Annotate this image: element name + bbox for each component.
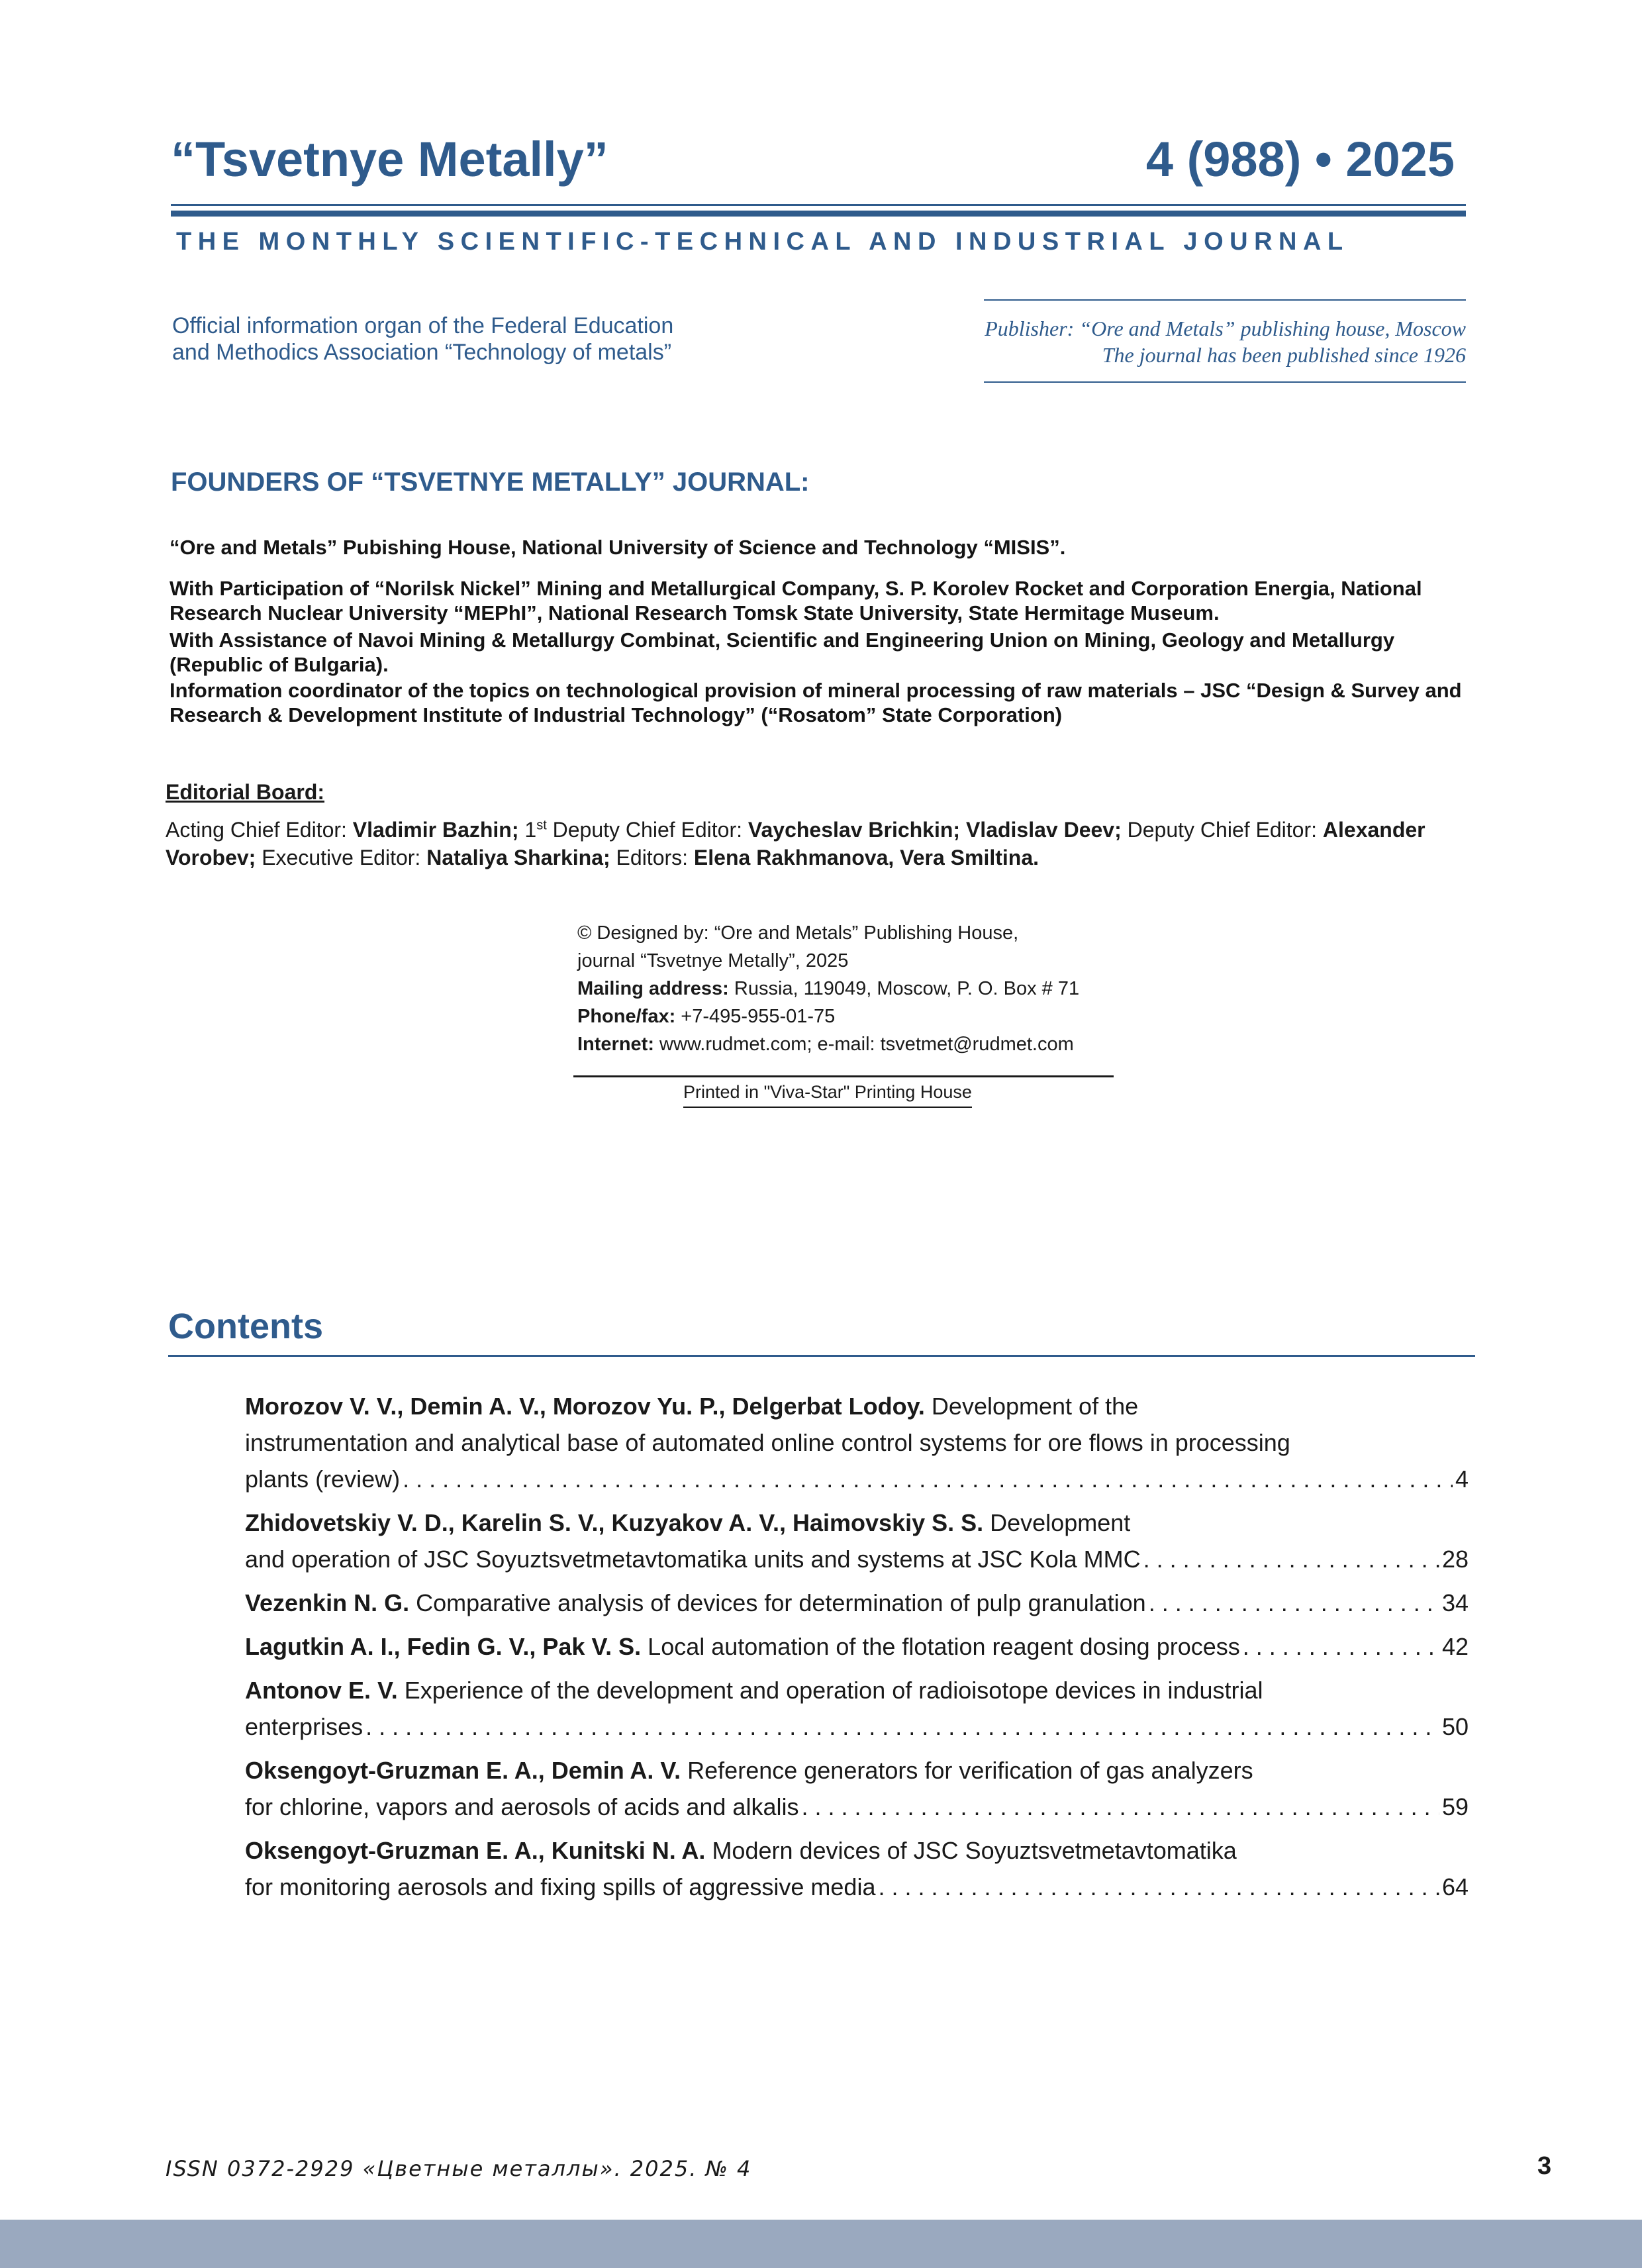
footer-issn: ISSN 0372-2929 «Цветные металлы». 2025. № 4 (166, 2156, 752, 2181)
mailing-value: Russia, 119049, Moscow, P. O. Box # 71 (728, 978, 1080, 999)
issue-number: 4 (988) • 2025 (1145, 132, 1455, 187)
toc-first-line (245, 1752, 1469, 1789)
toc-leader-line (245, 1628, 1469, 1665)
toc-dot-leader (1143, 1541, 1439, 1577)
toc-leader-line (245, 1708, 1469, 1745)
toc-entry[interactable] (245, 1504, 1469, 1577)
official-line-2: and Methodics Association “Technology of metals” (172, 340, 672, 365)
toc-entry[interactable] (245, 1672, 1469, 1745)
toc-page-number: 4 (1455, 1465, 1469, 1493)
toc-line-text (245, 1461, 400, 1497)
toc-line-text (245, 1541, 1141, 1577)
publisher-line-1: Publisher: “Ore and Metals” publishing house, Moscow (985, 317, 1466, 340)
toc-title-last: for chlorine, vapors and aerosols of acids and alkalis (245, 1793, 799, 1820)
toc-authors: Morozov V. V., Demin A. V., Morozov Yu. P., Delgerbat Lodoy. (245, 1393, 925, 1420)
toc-title: Development of the (924, 1393, 1139, 1420)
editors-names: Elena Rakhmanova, Vera Smiltina. (693, 846, 1039, 869)
journal-title: “Tsvetnye Metally” (171, 132, 608, 187)
toc-first-line (245, 1388, 1469, 1424)
mailing-address (577, 975, 1079, 1003)
toc-entry[interactable] (245, 1628, 1469, 1665)
toc-title: Experience of the development and operation of radioisotope devices in industrial (397, 1677, 1263, 1704)
toc-page-number: 64 (1441, 1873, 1469, 1900)
toc-title: Local automation of the flotation reagent dosing process (641, 1633, 1240, 1660)
toc-dot-leader (1243, 1628, 1439, 1665)
toc-leader-line (245, 1541, 1469, 1577)
toc-page-number: 28 (1441, 1546, 1469, 1573)
internet-line (577, 1030, 1079, 1058)
toc-leader-line (245, 1869, 1469, 1905)
mailing-label: Mailing address: (577, 978, 729, 999)
printed-in-note: Printed in "Viva-Star" Printing House (683, 1082, 972, 1108)
deputy-name: Alexander Vorobev; (166, 818, 1425, 869)
toc-line-text (245, 1628, 1240, 1665)
official-organ-note (172, 313, 673, 366)
first-deputy-names: Vaycheslav Brichkin; Vladislav Deev; (748, 818, 1122, 842)
phone-label: Phone/fax: (577, 1006, 676, 1027)
editors-label: Editors: (610, 846, 694, 869)
toc-entry[interactable] (245, 1585, 1469, 1621)
toc-first-line (245, 1672, 1469, 1708)
toc-page-number: 34 (1441, 1589, 1469, 1616)
toc-title-last: plants (review) (245, 1465, 401, 1493)
toc-dot-leader (801, 1789, 1439, 1825)
toc-entry[interactable] (245, 1388, 1469, 1497)
toc-line-text (245, 1789, 798, 1825)
editorial-board-heading: Editorial Board: (166, 780, 325, 804)
toc-title: Comparative analysis of devices for determination of pulp granulation (409, 1589, 1146, 1616)
header-rule-thick (171, 211, 1466, 217)
header-rule-thin (171, 204, 1466, 206)
contents-rule (168, 1355, 1475, 1357)
founders-coordinator: Information coordinator of the topics on technological provision of mineral processing of raw materials – JSC “Design & Survey and Research & Development Institute of Industrial Technology” (“Rosatom” State Corporation) (169, 679, 1462, 726)
toc-first-line (245, 1504, 1469, 1541)
acting-chief-name: Vladimir Bazhin; (352, 818, 519, 842)
toc-page-number: 50 (1441, 1713, 1469, 1740)
toc-page-number: 59 (1441, 1793, 1469, 1820)
toc-title: Modern devices of JSC Soyuztsvetmetavtomatika (705, 1837, 1237, 1864)
designed-line-2: journal “Tsvetnye Metally”, 2025 (577, 950, 849, 971)
toc-authors: Oksengoyt-Gruzman E. A., Kunitski N. A. (245, 1837, 706, 1864)
internet-value: www.rudmet.com; e-mail: tsvetmet@rudmet.com (654, 1034, 1074, 1055)
toc-title: Reference generators for verification of gas analyzers (681, 1757, 1253, 1784)
internet-label: Internet: (577, 1034, 654, 1055)
journal-subtitle: THE MONTHLY SCIENTIFIC-TECHNICAL AND INDUSTRIAL JOURNAL (176, 228, 1349, 256)
editorial-board-list (166, 816, 1490, 871)
toc-authors: Lagutkin A. I., Fedin G. V., Pak V. S. (245, 1633, 642, 1660)
toc-dot-leader (1149, 1585, 1439, 1621)
toc-title-last: and operation of JSC Soyuztsvetmetavtomatika units and systems at JSC Kola MMC (245, 1546, 1141, 1573)
toc-title-last: for monitoring aerosols and fixing spills of aggressive media (245, 1873, 876, 1900)
toc-line-text (245, 1585, 1146, 1621)
page-number: 3 (1537, 2152, 1552, 2180)
toc-first-line (245, 1832, 1469, 1869)
toc-leader-line (245, 1461, 1469, 1497)
toc-dot-leader (878, 1869, 1439, 1905)
toc-title: Development (983, 1509, 1131, 1536)
toc-line-text (245, 1869, 875, 1905)
publisher-line-2: The journal has been published since 1926 (1102, 343, 1466, 367)
imprint-block (577, 919, 1079, 1058)
toc-authors: Zhidovetskiy V. D., Karelin S. V., Kuzyakov A. V., Haimovskiy S. S. (245, 1509, 984, 1536)
acting-chief-label: Acting Chief Editor: (166, 818, 353, 842)
founders-participation: With Participation of “Norilsk Nickel” Mining and Metallurgical Company, S. P. Korolev Rocket and Corporation Energia, National Research Nuclear University “MEPhI”, National Research Tomsk State University, State Hermitage Museum. (169, 577, 1422, 624)
imprint-rule (573, 1075, 1114, 1077)
toc-dot-leader (365, 1708, 1439, 1745)
toc-entry[interactable] (245, 1832, 1469, 1905)
bottom-band (0, 2220, 1642, 2268)
contents-heading: Contents (168, 1307, 323, 1346)
toc-authors: Vezenkin N. G. (245, 1589, 410, 1616)
toc-dot-leader (403, 1461, 1453, 1497)
founders-paragraph: “Ore and Metals” Pubishing House, National University of Science and Technology “MISIS”. (169, 536, 1066, 559)
official-line-1: Official information organ of the Federal Education (172, 313, 674, 338)
phone-value: +7-495-955-01-75 (675, 1006, 836, 1027)
toc-line-text (245, 1708, 363, 1745)
founders-heading: FOUNDERS OF “TSVETNYE METALLY” JOURNAL: (171, 468, 810, 497)
first-deputy-sup: st (536, 818, 547, 833)
designed-line-1: © Designed by: “Ore and Metals” Publishing House, (577, 922, 1019, 944)
publisher-note (984, 299, 1466, 383)
executive-name: Nataliya Sharkina; (426, 846, 610, 869)
founders-assistance: With Assistance of Navoi Mining & Metallurgy Combinat, Scientific and Engineering Union on Mining, Geology and Metallurgy (Republic of Bulgaria). (169, 628, 1395, 676)
toc-entry[interactable] (245, 1752, 1469, 1825)
toc-authors: Oksengoyt-Gruzman E. A., Demin A. V. (245, 1757, 681, 1784)
deputy-label: Deputy Chief Editor: (1121, 818, 1323, 842)
table-of-contents (245, 1388, 1469, 1912)
toc-authors: Antonov E. V. (245, 1677, 398, 1704)
toc-title-line: instrumentation and analytical base of automated online control systems for ore flows in processing (245, 1429, 1290, 1456)
toc-page-number: 42 (1441, 1633, 1469, 1660)
first-deputy-label: Deputy Chief Editor: (546, 818, 748, 842)
first-deputy-prefix: 1 (518, 818, 537, 842)
toc-leader-line (245, 1789, 1469, 1825)
toc-title-last: enterprises (245, 1713, 363, 1740)
toc-leader-line (245, 1585, 1469, 1621)
executive-label: Executive Editor: (256, 846, 427, 869)
phone-fax (577, 1003, 1079, 1030)
